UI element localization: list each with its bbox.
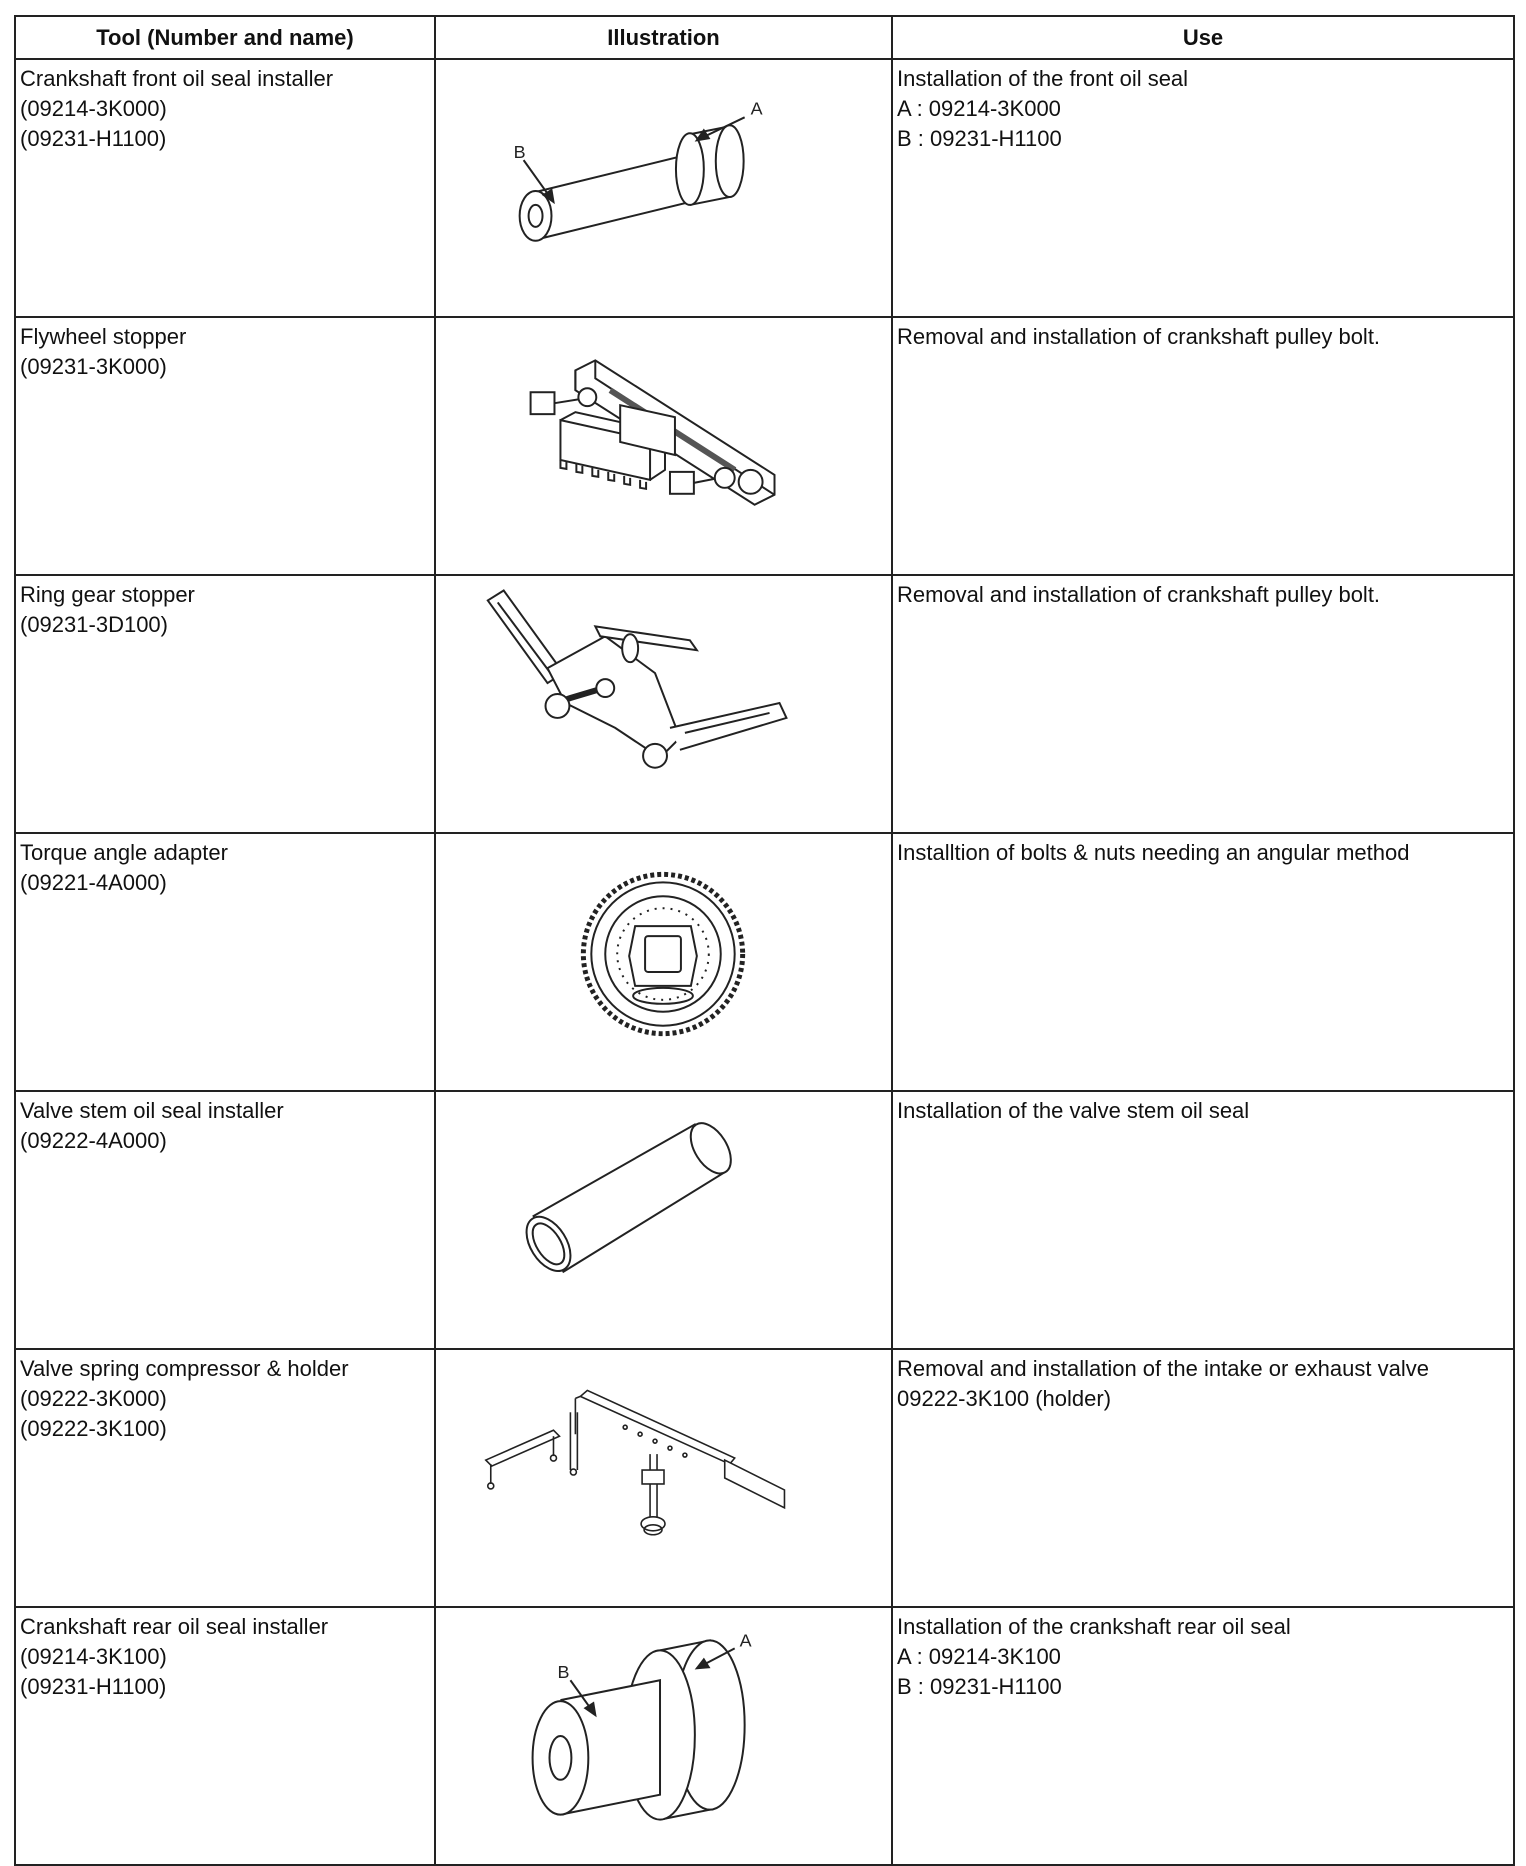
tool-name: Crankshaft front oil seal installer — [20, 66, 334, 91]
torque-angle-adapter-icon — [436, 836, 891, 1088]
tool-cell — [15, 1607, 435, 1865]
header-tool: Tool (Number and name) — [15, 16, 435, 59]
use-text: B : 09231-H1100 — [897, 1674, 1062, 1699]
table-row — [15, 1091, 1514, 1349]
ring-gear-stopper-icon — [436, 578, 891, 830]
tool-number: (09222-4A000) — [20, 1128, 167, 1153]
tool-cell — [15, 833, 435, 1091]
tool-number: (09221-4A000) — [20, 870, 167, 895]
use-text: Removal and installation of crankshaft pulley bolt. — [897, 582, 1381, 607]
illustration-cell — [435, 1349, 892, 1607]
use-cell — [892, 1349, 1514, 1607]
oil-seal-installer-icon — [436, 62, 891, 314]
use-cell — [892, 575, 1514, 833]
callout-a: A — [750, 98, 763, 119]
use-text: A : 09214-3K100 — [897, 1644, 1061, 1669]
tool-name: Valve stem oil seal installer — [20, 1098, 284, 1123]
use-cell — [892, 59, 1514, 317]
tool-name: Flywheel stopper — [20, 324, 187, 349]
rear-oil-seal-installer-icon — [436, 1610, 891, 1862]
use-text: B : 09231-H1100 — [897, 126, 1062, 151]
table-row — [15, 59, 1514, 317]
tool-number: (09222-3K000) — [20, 1386, 167, 1411]
special-tools-table — [14, 15, 1515, 1866]
tool-number: (09214-3K100) — [20, 1644, 167, 1669]
header-row — [15, 16, 1514, 59]
tool-number: (09231-H1100) — [20, 126, 167, 151]
flywheel-stopper-icon — [436, 320, 891, 572]
tool-cell — [15, 59, 435, 317]
use-text: 09222-3K100 (holder) — [897, 1386, 1112, 1411]
tool-number: (09231-H1100) — [20, 1674, 167, 1699]
tool-name: Crankshaft rear oil seal installer — [20, 1614, 329, 1639]
table-row — [15, 833, 1514, 1091]
tool-number: (09231-3D100) — [20, 612, 168, 637]
use-text: Installation of the front oil seal — [897, 66, 1189, 91]
use-text: Removal and installation of the intake or exhaust valve — [897, 1356, 1429, 1381]
use-cell — [892, 317, 1514, 575]
illustration-cell — [435, 59, 892, 317]
use-text: Installation of the valve stem oil seal — [897, 1098, 1250, 1123]
callout-b: B — [557, 1662, 570, 1683]
illustration-cell — [435, 1607, 892, 1865]
illustration-cell — [435, 575, 892, 833]
use-cell — [892, 1607, 1514, 1865]
use-text: Installation of the crankshaft rear oil seal — [897, 1614, 1291, 1639]
table-row — [15, 575, 1514, 833]
tool-name: Torque angle adapter — [20, 840, 228, 865]
use-cell — [892, 833, 1514, 1091]
illustration-cell — [435, 317, 892, 575]
tool-cell — [15, 317, 435, 575]
header-illustration: Illustration — [435, 16, 892, 59]
tool-number: (09222-3K100) — [20, 1416, 167, 1441]
tool-number: (09214-3K000) — [20, 96, 167, 121]
tool-name: Ring gear stopper — [20, 582, 195, 607]
use-text: A : 09214-3K000 — [897, 96, 1061, 121]
tool-number: (09231-3K000) — [20, 354, 167, 379]
use-text: Removal and installation of crankshaft pulley bolt. — [897, 324, 1381, 349]
illustration-cell — [435, 833, 892, 1091]
tool-cell — [15, 1091, 435, 1349]
table-row — [15, 317, 1514, 575]
callout-b: B — [513, 142, 526, 163]
use-text: Installtion of bolts & nuts needing an angular method — [897, 840, 1410, 865]
tool-cell — [15, 575, 435, 833]
illustration-cell — [435, 1091, 892, 1349]
tool-name: Valve spring compressor & holder — [20, 1356, 349, 1381]
callout-a: A — [739, 1630, 752, 1651]
tool-cell — [15, 1349, 435, 1607]
table-row — [15, 1607, 1514, 1865]
table-row — [15, 1349, 1514, 1607]
header-use: Use — [892, 16, 1514, 59]
valve-spring-compressor-icon — [436, 1352, 891, 1604]
valve-stem-seal-installer-icon — [436, 1094, 891, 1346]
use-cell — [892, 1091, 1514, 1349]
